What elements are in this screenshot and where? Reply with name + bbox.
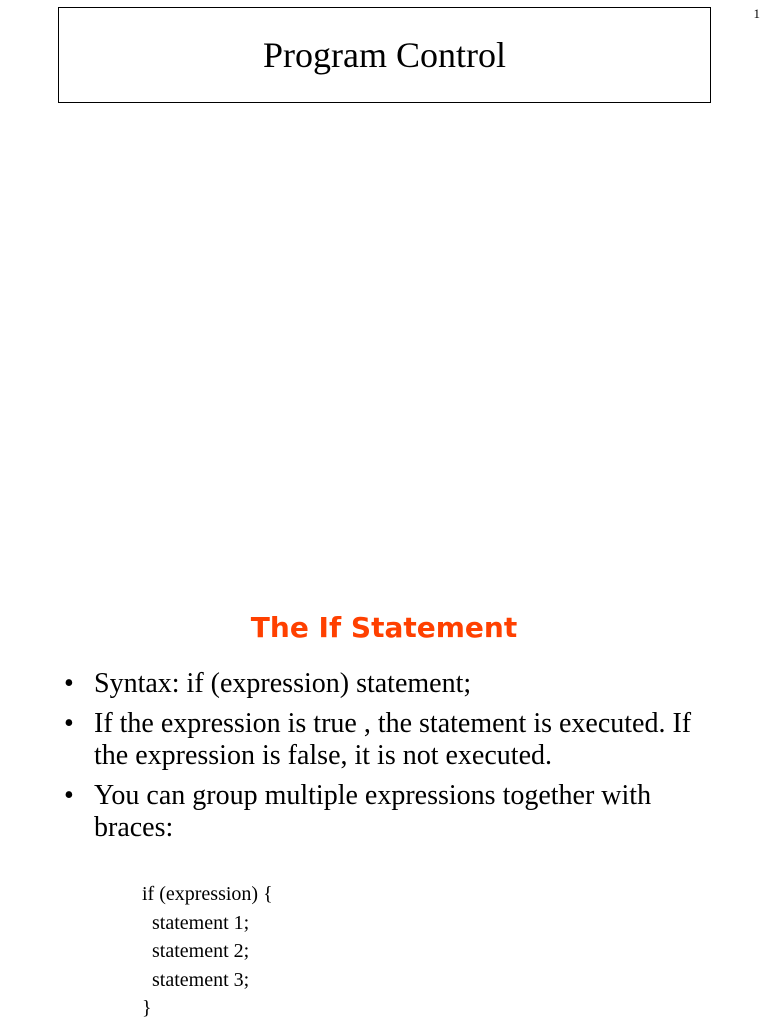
bullet-text: If the expression is true , the statement is executed. If the expression is false, it is not executed. bbox=[94, 708, 692, 771]
page-number: 1 bbox=[753, 6, 760, 21]
bullet-marker: • bbox=[64, 780, 74, 811]
slide-title: Program Control bbox=[263, 35, 506, 75]
code-line: statement 2; bbox=[142, 940, 250, 962]
bullet-list bbox=[58, 668, 718, 852]
bullet-marker: • bbox=[64, 668, 74, 699]
code-line: statement 1; bbox=[142, 911, 250, 934]
code-line: if (expression) { bbox=[142, 883, 273, 905]
code-line: } bbox=[142, 997, 152, 1019]
bullet-text: Syntax: if (expression) statement; bbox=[94, 668, 472, 699]
section-heading: The If Statement bbox=[250, 611, 518, 644]
code-example bbox=[142, 880, 273, 1023]
title-box bbox=[58, 7, 711, 103]
bullet-text: You can group multiple expressions together with braces: bbox=[94, 780, 652, 843]
bullet-item bbox=[58, 780, 718, 844]
bullet-item bbox=[58, 668, 718, 700]
code-line: statement 3; bbox=[142, 968, 250, 991]
bullet-marker: • bbox=[64, 708, 74, 739]
bullet-item bbox=[58, 708, 718, 772]
